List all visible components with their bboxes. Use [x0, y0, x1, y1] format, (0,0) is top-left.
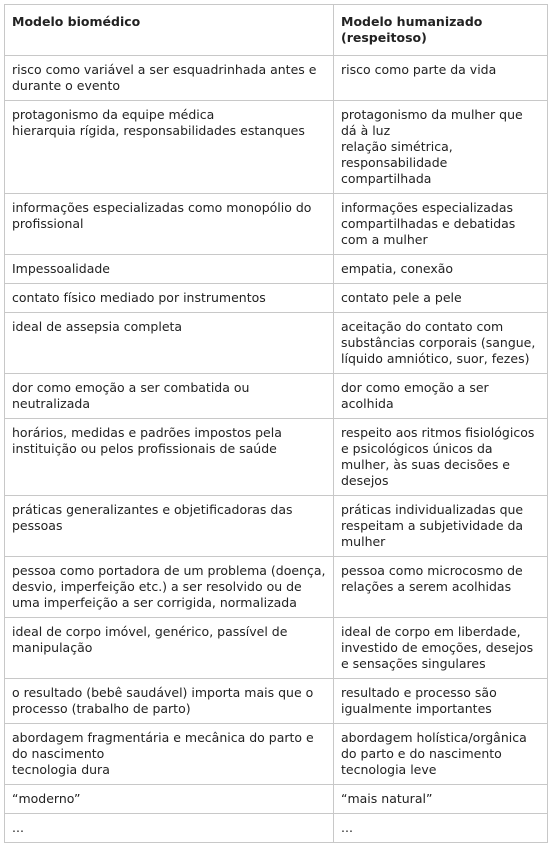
table-cell: empatia, conexão [334, 255, 548, 284]
table-cell: dor como emoção a ser acolhida [334, 374, 548, 419]
table-row [5, 814, 548, 843]
comparison-table-container [4, 4, 547, 843]
table-cell: “mais natural” [334, 785, 548, 814]
header-humanized-model: Modelo humanizado (respeitoso) [334, 5, 548, 56]
table-cell: respeito aos ritmos fisiológicos e psicológicos únicos da mulher, às suas decisões e desejos [334, 419, 548, 496]
table-cell: ... [5, 814, 334, 843]
table-cell: ideal de assepsia completa [5, 313, 334, 374]
table-cell: pessoa como portadora de um problema (doença, desvio, imperfeição etc.) a ser resolvido ou de uma imperfeição a ser corrigida, normalizada [5, 557, 334, 618]
table-cell: ideal de corpo imóvel, genérico, passível de manipulação [5, 618, 334, 679]
table-row [5, 56, 548, 101]
table-cell: horários, medidas e padrões impostos pela instituição ou pelos profissionais de saúde [5, 419, 334, 496]
table-cell: resultado e processo são igualmente importantes [334, 679, 548, 724]
table-cell: risco como parte da vida [334, 56, 548, 101]
table-cell: práticas individualizadas que respeitam a subjetividade da mulher [334, 496, 548, 557]
table-cell: contato físico mediado por instrumentos [5, 284, 334, 313]
table-cell: informações especializadas como monopólio do profissional [5, 194, 334, 255]
table-cell: “moderno” [5, 785, 334, 814]
header-biomedical-model: Modelo biomédico [5, 5, 334, 56]
table-row [5, 496, 548, 557]
table-row [5, 284, 548, 313]
table-row [5, 374, 548, 419]
table-cell: protagonismo da mulher que dá à luz relação simétrica, responsabilidade compartilhada [334, 101, 548, 194]
table-row [5, 724, 548, 785]
table-cell: protagonismo da equipe médica hierarquia rígida, responsabilidades estanques [5, 101, 334, 194]
table-cell: dor como emoção a ser combatida ou neutralizada [5, 374, 334, 419]
comparison-table [4, 4, 548, 843]
table-cell: práticas generalizantes e objetificadoras das pessoas [5, 496, 334, 557]
table-row [5, 194, 548, 255]
table-row [5, 785, 548, 814]
table-cell: o resultado (bebê saudável) importa mais que o processo (trabalho de parto) [5, 679, 334, 724]
table-cell: risco como variável a ser esquadrinhada antes e durante o evento [5, 56, 334, 101]
table-cell: informações especializadas compartilhadas e debatidas com a mulher [334, 194, 548, 255]
table-cell: pessoa como microcosmo de relações a serem acolhidas [334, 557, 548, 618]
table-row [5, 679, 548, 724]
table-cell: abordagem fragmentária e mecânica do parto e do nascimento tecnologia dura [5, 724, 334, 785]
table-cell: ... [334, 814, 548, 843]
table-row [5, 255, 548, 284]
table-row [5, 313, 548, 374]
table-row [5, 419, 548, 496]
table-cell: aceitação do contato com substâncias corporais (sangue, líquido amniótico, suor, fezes) [334, 313, 548, 374]
table-row [5, 101, 548, 194]
table-cell: contato pele a pele [334, 284, 548, 313]
table-row [5, 618, 548, 679]
table-cell: Impessoalidade [5, 255, 334, 284]
table-row [5, 557, 548, 618]
table-header-row [5, 5, 548, 56]
table-cell: abordagem holística/orgânica do parto e do nascimento tecnologia leve [334, 724, 548, 785]
table-cell: ideal de corpo em liberdade, investido de emoções, desejos e sensações singulares [334, 618, 548, 679]
